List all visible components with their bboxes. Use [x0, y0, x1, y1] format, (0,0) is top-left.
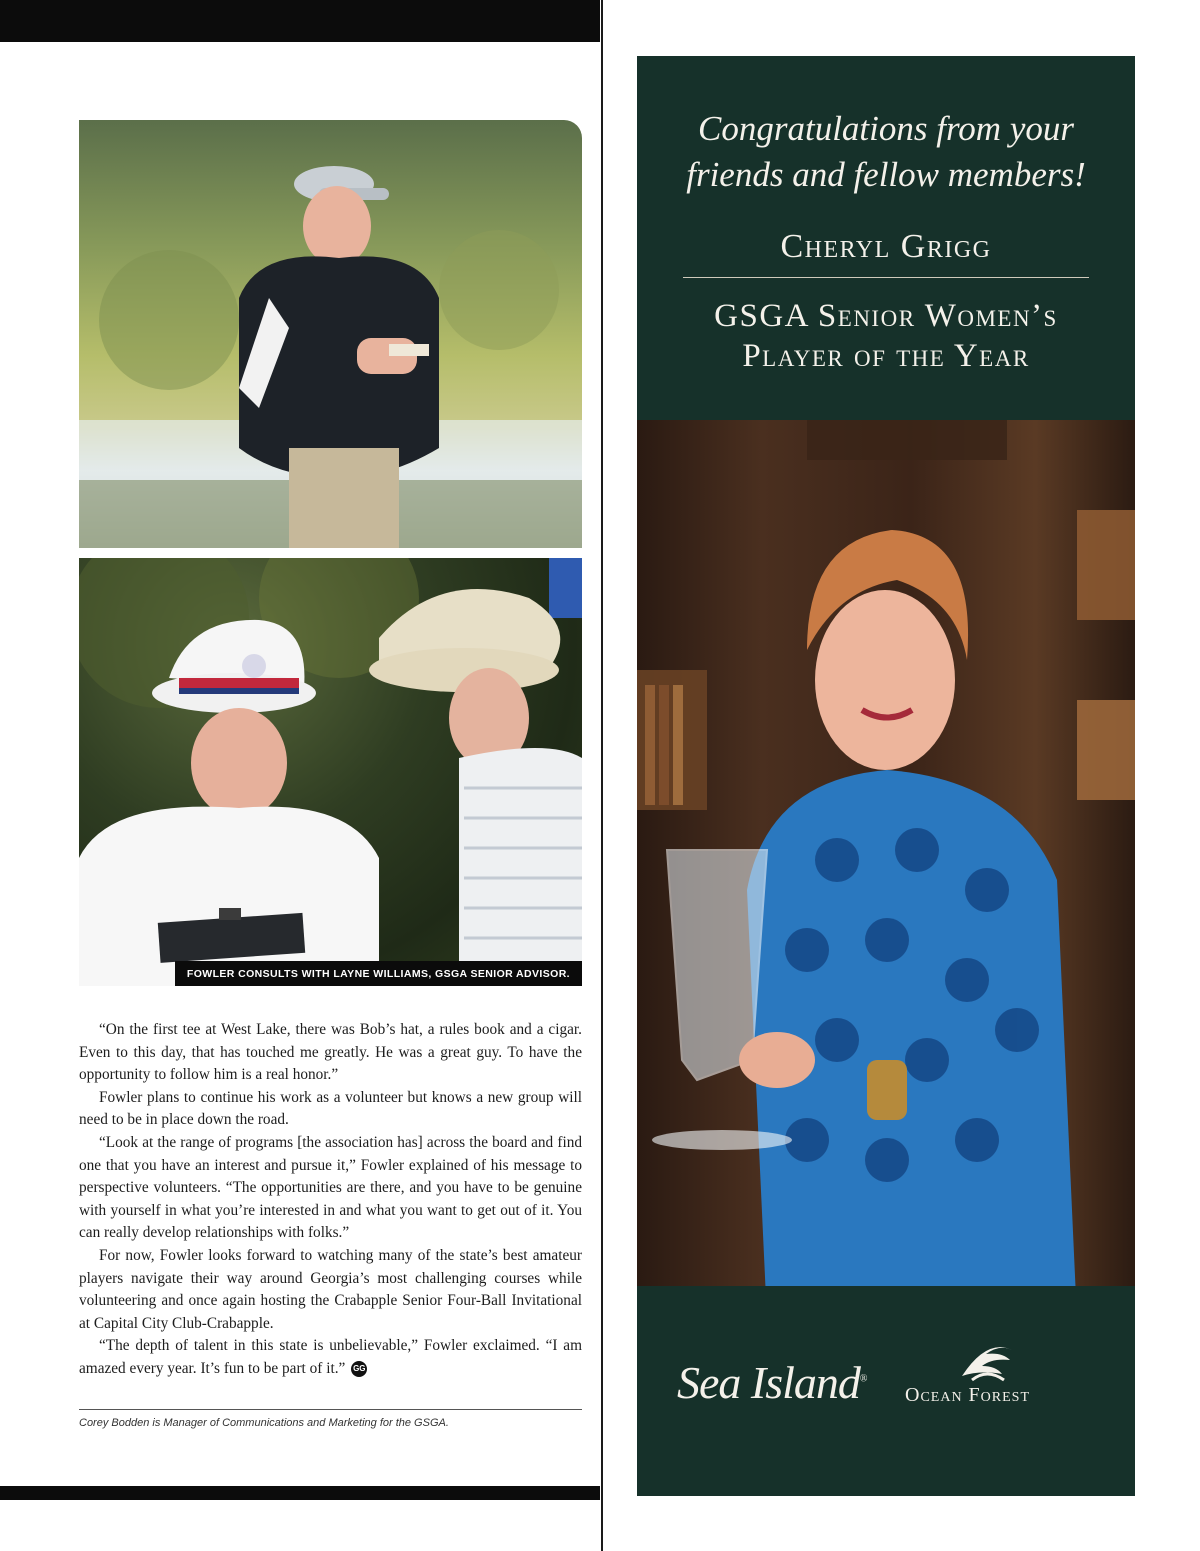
article-body [79, 1019, 582, 1381]
ad-headline-line2: friends and fellow members! [686, 155, 1086, 194]
article-paragraph-text: “The depth of talent in this state is unbelievable,” Fowler exclaimed. “I am amazed every year. It’s fun to be part of it.” [79, 1337, 582, 1377]
bottom-black-bar [0, 1486, 600, 1500]
registered-mark: ® [859, 1373, 867, 1385]
photo-fowler-consults [79, 558, 582, 986]
author-byline: Corey Bodden is Manager of Communications and Marketing for the GSGA. [79, 1417, 449, 1429]
article-paragraph-last [79, 1335, 582, 1380]
sea-island-logo [677, 1356, 867, 1409]
congratulations-ad [637, 56, 1135, 1496]
ad-headline-line1: Congratulations from your [698, 109, 1074, 148]
ad-headline [637, 106, 1135, 198]
award-title [637, 296, 1135, 376]
award-title-line2: Player of the Year [742, 338, 1030, 374]
article-paragraph: Fowler plans to continue his work as a volunteer but knows a new group will need to be in place down the road. [79, 1088, 582, 1129]
ocean-forest-tree-icon [952, 1332, 1022, 1384]
award-title-line1: GSGA Senior Women’s [714, 298, 1058, 334]
top-black-bar [0, 0, 600, 42]
ad-divider [683, 277, 1089, 278]
sponsor-logos [637, 1326, 1135, 1436]
photo-fowler-consults-illustration [79, 558, 582, 986]
honoree-portrait-illustration [637, 420, 1135, 1286]
article-paragraph: “Look at the range of programs [the association has] across the board and find one that you have an interest and pursue it,” Fowler explained of his message to perspective volunteers. “The opportunities are there, and you have to be genuine with yourself in what you’re interested in and what you want to get out of it. You can really develop relationships with folks.” [79, 1133, 582, 1242]
end-mark-icon: GG [351, 1361, 367, 1377]
photo-caption: FOWLER CONSULTS WITH LAYNE WILLIAMS, GSGA SENIOR ADVISOR. [175, 961, 582, 986]
page-divider [601, 0, 603, 1551]
article-paragraph: “On the first tee at West Lake, there was Bob’s hat, a rules book and a cigar. Even to this day, that has touched me greatly. He was a great guy. To have the opportunity to follow him is a real honor.” [79, 1021, 582, 1084]
ocean-forest-wordmark: Ocean Forest [905, 1384, 1031, 1406]
honoree-name: Cheryl Grigg [780, 228, 992, 265]
byline-rule [79, 1409, 582, 1410]
honoree-portrait [637, 420, 1135, 1286]
article-paragraph: For now, Fowler looks forward to watching many of the state’s best amateur players navigate their way around Georgia’s most challenging courses while volunteering and once again hosting the Crabapple Senior Four-Ball Invitational at Capital City Club-Crabapple. [79, 1246, 582, 1332]
sea-island-wordmark: Sea Island [677, 1357, 860, 1408]
photo-fowler-course-illustration [79, 120, 582, 548]
photo-fowler-course [79, 120, 582, 548]
